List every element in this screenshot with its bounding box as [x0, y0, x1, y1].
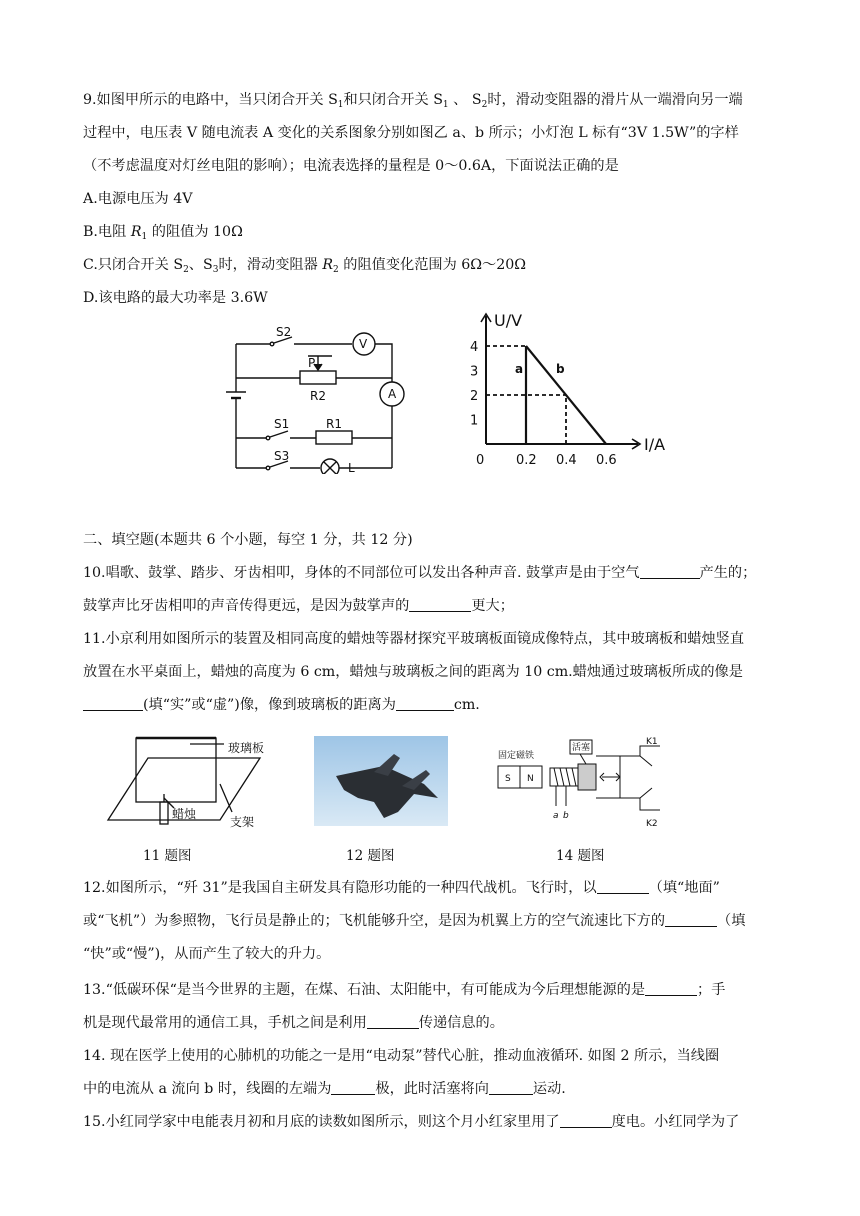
s1-sub: 1: [442, 100, 449, 110]
x-axis-label: I/A: [644, 435, 666, 454]
s3-sub: 3: [212, 265, 219, 275]
q9-text: 的阻值变化范围为 6Ω～20Ω: [343, 257, 527, 273]
y-tick-label: 3: [470, 364, 479, 380]
q10-text: 10.唱歌、鼓掌、踏步、牙齿相叩，身体的不同部位可以发出各种声音. 鼓掌声是由于空气: [83, 565, 640, 581]
label-r2: R2: [310, 389, 326, 403]
resistor-r1: [316, 431, 352, 444]
q13-text: 传递信息的。: [418, 1015, 504, 1031]
q11-line-1: 11.小京利用如图所示的装置及相同高度的蜡烛等器材探究平玻璃板面镜成像特点，其中玻璃板和蜡烛竖直: [83, 631, 745, 647]
q15-text: 15.小红同学家中电能表月初和月底的读数如图所示，则这个月小红家里用了: [83, 1114, 560, 1130]
s1-symbol: S: [328, 92, 338, 108]
label-s1: S1: [274, 417, 290, 431]
q15-text: 度电。小红同学为了: [611, 1114, 740, 1130]
q9-option-a: A.电源电压为 4V: [83, 191, 193, 207]
s1-symbol: S: [433, 92, 443, 108]
label-piston: 活塞: [572, 743, 591, 753]
wire: [375, 344, 392, 382]
candle-body: [160, 802, 168, 824]
valve-k1-pipe: [620, 746, 660, 756]
section-heading: 二、填空题(本题共 6 个小题，每空 1 分，共 12 分): [83, 532, 413, 548]
answer-blank[interactable]: [640, 564, 700, 579]
answer-blank[interactable]: [489, 1080, 533, 1095]
q13-text: ；手: [697, 982, 726, 998]
q14-text: 中的电流从 a 流向 b 时，线圈的左端为: [83, 1081, 332, 1097]
label-a: a: [553, 811, 559, 821]
label-s2: S2: [276, 325, 292, 339]
q13-line-1: [83, 980, 790, 1000]
q12-text: （填: [717, 913, 746, 929]
valve-k2: [640, 788, 652, 798]
series-label-a: a: [515, 361, 524, 376]
q15-line-1: [83, 1112, 790, 1132]
label-glass: 玻璃板: [228, 741, 265, 755]
q10-text: 产生的；: [699, 565, 757, 581]
r2-sub: 2: [333, 265, 339, 275]
fig12-fighter-jet-photo: [314, 736, 448, 826]
answer-blank[interactable]: [597, 879, 649, 894]
q12-line-1: [83, 878, 790, 898]
switch-s1-blade: [270, 431, 288, 437]
label-k2: K2: [646, 819, 658, 829]
q9-line-2: 过程中，电压表 V 随电流表 A 变化的关系图象分别如图乙 a、b 所示；小灯泡 L 标有“3V 1.5W”的字样: [83, 125, 739, 141]
answer-blank[interactable]: [396, 696, 454, 711]
caption-fig12: 12 题图: [346, 848, 395, 864]
coil-leads: [556, 786, 566, 806]
q12-line-3: “快”或“慢”)，从而产生了较大的升力。: [83, 946, 331, 962]
label-r1: R1: [326, 417, 342, 431]
answer-blank[interactable]: [331, 1080, 375, 1095]
label-a: A: [388, 387, 397, 401]
q10-line-1: [83, 563, 790, 583]
answer-blank[interactable]: [83, 696, 143, 711]
answer-blank[interactable]: [560, 1113, 612, 1128]
s2-symbol: S: [471, 92, 482, 108]
q9-text: 和只闭合开关: [343, 92, 429, 108]
q9-text: 、: [188, 257, 203, 273]
ui-graph: [460, 310, 680, 470]
switch-s3-pivot: [266, 466, 270, 470]
q14-line-2: [83, 1079, 790, 1099]
q9-option-b: [83, 222, 790, 247]
label-magnet: 固定磁铁: [498, 751, 535, 761]
label-v: V: [359, 337, 368, 351]
q11-text: (填“实”或“虚”)像，像到玻璃板的距离为: [143, 697, 396, 713]
q9-text: C.只闭合开关: [83, 257, 169, 273]
lamp-l-symbol: [321, 459, 339, 474]
series-label-b: b: [556, 361, 565, 376]
label-k1: K1: [646, 737, 658, 747]
label-s: S: [505, 774, 511, 784]
q9-line-1: [83, 90, 790, 115]
caption-fig11: 11 题图: [143, 848, 192, 864]
s3-symbol: S: [203, 257, 213, 273]
x-tick-label: 0: [476, 453, 485, 468]
rheostat-r2: [300, 371, 336, 384]
stand-pointer-line: [220, 784, 232, 812]
y-tick-label: 4: [470, 340, 479, 355]
q13-text: 13.“低碳环保“是当今世界的主题，在煤、石油、太阳能中，有可能成为今后理想能源的是: [83, 982, 646, 998]
q9-option-d: D.该电路的最大功率是 3.6W: [83, 290, 268, 306]
switch-s2-pivot: [270, 342, 274, 346]
q10-text: 鼓掌声比牙齿相叩的声音传得更远，是因为鼓掌声的: [83, 598, 410, 614]
glass-plate-frame: [136, 738, 216, 802]
label-stand: 支架: [230, 815, 255, 829]
answer-blank[interactable]: [645, 981, 697, 996]
y-axis-label: U/V: [494, 311, 523, 330]
q10-line-2: [83, 596, 790, 616]
answer-blank[interactable]: [367, 1014, 419, 1029]
q12-text: 或“飞机”）为参照物，飞行员是静止的；飞机能够升空，是因为机翼上方的空气流速比下方的: [83, 913, 666, 929]
q12-text: （填“地面”: [648, 880, 720, 896]
q13-text: 机是现代最常用的通信工具，手机之间是利用: [83, 1015, 367, 1031]
y-tick-label: 1: [470, 413, 479, 429]
label-b: b: [563, 811, 569, 821]
q9-text: B.电阻: [83, 224, 127, 240]
s2-sub: 2: [481, 100, 488, 110]
r1-sub: 1: [141, 232, 148, 242]
fig14-pump-diagram: [494, 736, 674, 836]
r-symbol: R: [130, 224, 142, 240]
q12-text: 12.如图所示，“歼 31”是我国自主研发具有隐形功能的一种四代战机。飞行时，以: [83, 880, 597, 896]
label-l: L: [348, 461, 355, 474]
piston: [578, 764, 596, 790]
fig11-glass-setup: [100, 730, 300, 830]
q9-option-c: [83, 255, 790, 280]
q11-text: cm.: [453, 697, 480, 713]
r-symbol: R: [322, 257, 333, 273]
q9-text: 、: [453, 92, 468, 108]
q14-line-1: 14. 现在医学上使用的心肺机的功能之一是用“电动泵”替代心脏，推动血液循环. 如图 2 所示，当线圈: [83, 1048, 720, 1064]
x-tick-label: 0.6: [596, 453, 617, 468]
caption-fig14: 14 题图: [556, 848, 605, 864]
answer-blank[interactable]: [409, 597, 471, 612]
valve-k2-pipe: [620, 798, 660, 810]
label-s3: S3: [274, 449, 290, 463]
q9-text: 9.如图甲所示的电路中，当只闭合开关: [83, 92, 324, 108]
circuit-diagram: [222, 322, 412, 474]
y-tick-label: 2: [470, 389, 479, 404]
q11-line-3: [83, 695, 790, 715]
q9-text: 时，滑动变阻器: [218, 257, 318, 273]
label-candle: 蜡烛: [172, 807, 197, 821]
valve-k1: [640, 756, 652, 766]
q12-line-2: [83, 911, 790, 931]
label-n: N: [527, 774, 534, 784]
x-tick-label: 0.2: [516, 453, 537, 468]
answer-blank[interactable]: [665, 912, 717, 927]
q14-text: 极，此时活塞将向: [375, 1081, 489, 1097]
q9-text: 时，滑动变阻器的滑片从一端滑向另一端: [487, 92, 743, 108]
s1-sub: 1: [337, 100, 344, 110]
s2-symbol: S: [173, 257, 184, 273]
label-p: P: [308, 356, 316, 370]
q13-line-2: [83, 1013, 790, 1033]
q9-text: 的阻值为 10Ω: [151, 224, 243, 240]
q9-line-3: （不考虑温度对灯丝电阻的影响）；电流表选择的量程是 0～0.6A，下面说法正确的是: [83, 158, 619, 174]
s2-sub: 2: [183, 265, 189, 275]
q10-text: 更大；: [471, 598, 514, 614]
q14-text: 运动.: [532, 1081, 566, 1097]
switch-s1-pivot: [266, 436, 270, 440]
x-tick-label: 0.4: [556, 453, 577, 468]
q11-line-2: 放置在水平桌面上，蜡烛的高度为 6 cm，蜡烛与玻璃板之间的距离为 10 cm.蜡烛通过玻璃板所成的像是: [83, 664, 743, 680]
